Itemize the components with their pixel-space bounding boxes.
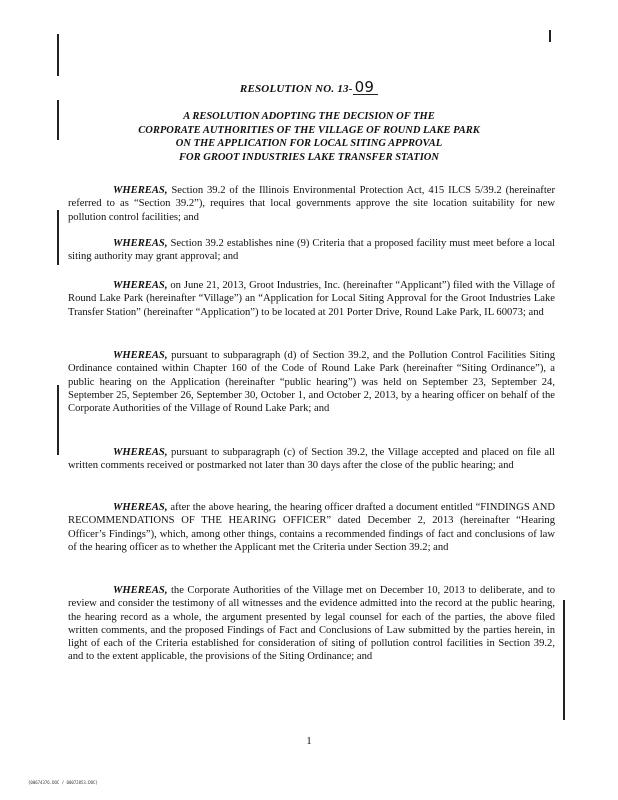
- whereas-label: WHEREAS,: [113, 350, 168, 361]
- page-number: 1: [306, 735, 312, 747]
- resolution-number: RESOLUTION NO. 13- 09: [0, 80, 618, 95]
- whereas-paragraph: WHEREAS, pursuant to subparagraph (d) of Section 39.2, and the Pollution Control Facilities Siting Ordinance contained within Chapter 160 of the Code of Round Lake Park (hereinafter “Siting Ordinance”), a public hearing on the Application (hereinafter “public hearing”) was held on September 23, September 24, September 25, September 26, September 30, October 1, and October 2, 2013, by a hearing officer on behalf of the Corporate Authorities of the Village of Round Lake Park; and: [68, 350, 555, 415]
- whereas-label: WHEREAS,: [113, 185, 168, 196]
- left-margin-bar: [57, 210, 59, 265]
- whereas-label: WHEREAS,: [113, 585, 168, 596]
- handwritten-number: 09: [353, 80, 379, 95]
- heading-line: CORPORATE AUTHORITIES OF THE VILLAGE OF ROUND LAKE PARK: [138, 124, 480, 136]
- document-footer-code: {00674376.DOC / 00072853.DOC}: [28, 780, 98, 785]
- whereas-paragraph: WHEREAS, the Corporate Authorities of the Village met on December 10, 2013 to deliberate, and to review and consider the testimony of all witnesses and the evidence admitted into the record at the public hearing, the hearing record as a whole, the argument presented by legal counsel for each of the parties, the above filed written comments, and the proposed Findings of Fact and Conclusions of Law submitted by the parties herein, in light of each of the Criteria established for consideration of siting of pollution control facilities in Section 39.2, and to the extent applicable, the provisions of the Siting Ordinance; and: [68, 585, 555, 663]
- whereas-paragraph: WHEREAS, pursuant to subparagraph (c) of Section 39.2, the Village accepted and placed on file all written comments received or postmarked not later than 30 days after the close of the public hearing; and: [68, 447, 555, 472]
- whereas-paragraph: WHEREAS, Section 39.2 establishes nine (9) Criteria that a proposed facility must meet before a local siting authority may grant approval; and: [68, 238, 555, 263]
- whereas-label: WHEREAS,: [113, 280, 168, 291]
- whereas-label: WHEREAS,: [113, 502, 168, 513]
- whereas-paragraph: WHEREAS, Section 39.2 of the Illinois Environmental Protection Act, 415 ILCS 5/39.2 (hereinafter referred to as “Section 39.2”), requires that local governments approve the site location suitability for new pollution control facilities; and: [68, 185, 555, 223]
- whereas-paragraph: WHEREAS, on June 21, 2013, Groot Industries, Inc. (hereinafter “Applicant”) filed with the Village of Round Lake Park (hereinafter “Village”) an “Application for Local Siting Approval for the Groot Industries Lake Transfer Station” (hereinafter “Application”) to be located at 201 Porter Drive, Round Lake Park, IL 60073; and: [68, 280, 555, 318]
- right-margin-bar: [549, 30, 551, 42]
- whereas-label: WHEREAS,: [113, 447, 168, 458]
- heading-line: FOR GROOT INDUSTRIES LAKE TRANSFER STATION: [179, 151, 439, 163]
- heading-line: ON THE APPLICATION FOR LOCAL SITING APPROVAL: [175, 138, 443, 149]
- left-margin-bar: [57, 34, 59, 76]
- heading-line: A RESOLUTION ADOPTING THE DECISION OF THE: [183, 111, 435, 122]
- left-margin-bar: [57, 385, 59, 455]
- whereas-label: WHEREAS,: [113, 238, 168, 249]
- whereas-paragraph: WHEREAS, after the above hearing, the hearing officer drafted a document entitled “FINDINGS AND RECOMMENDATIONS OF THE HEARING OFFICER” dated December 2, 2013 (hereinafter “Hearing Officer’s Findings”), which, among other things, contains a recommended findings of fact and conclusions of law of the hearing officer as to whether the Applicant met the Criteria under Section 39.2; and: [68, 502, 555, 553]
- resolution-heading: [0, 110, 618, 164]
- right-margin-bar: [563, 600, 565, 720]
